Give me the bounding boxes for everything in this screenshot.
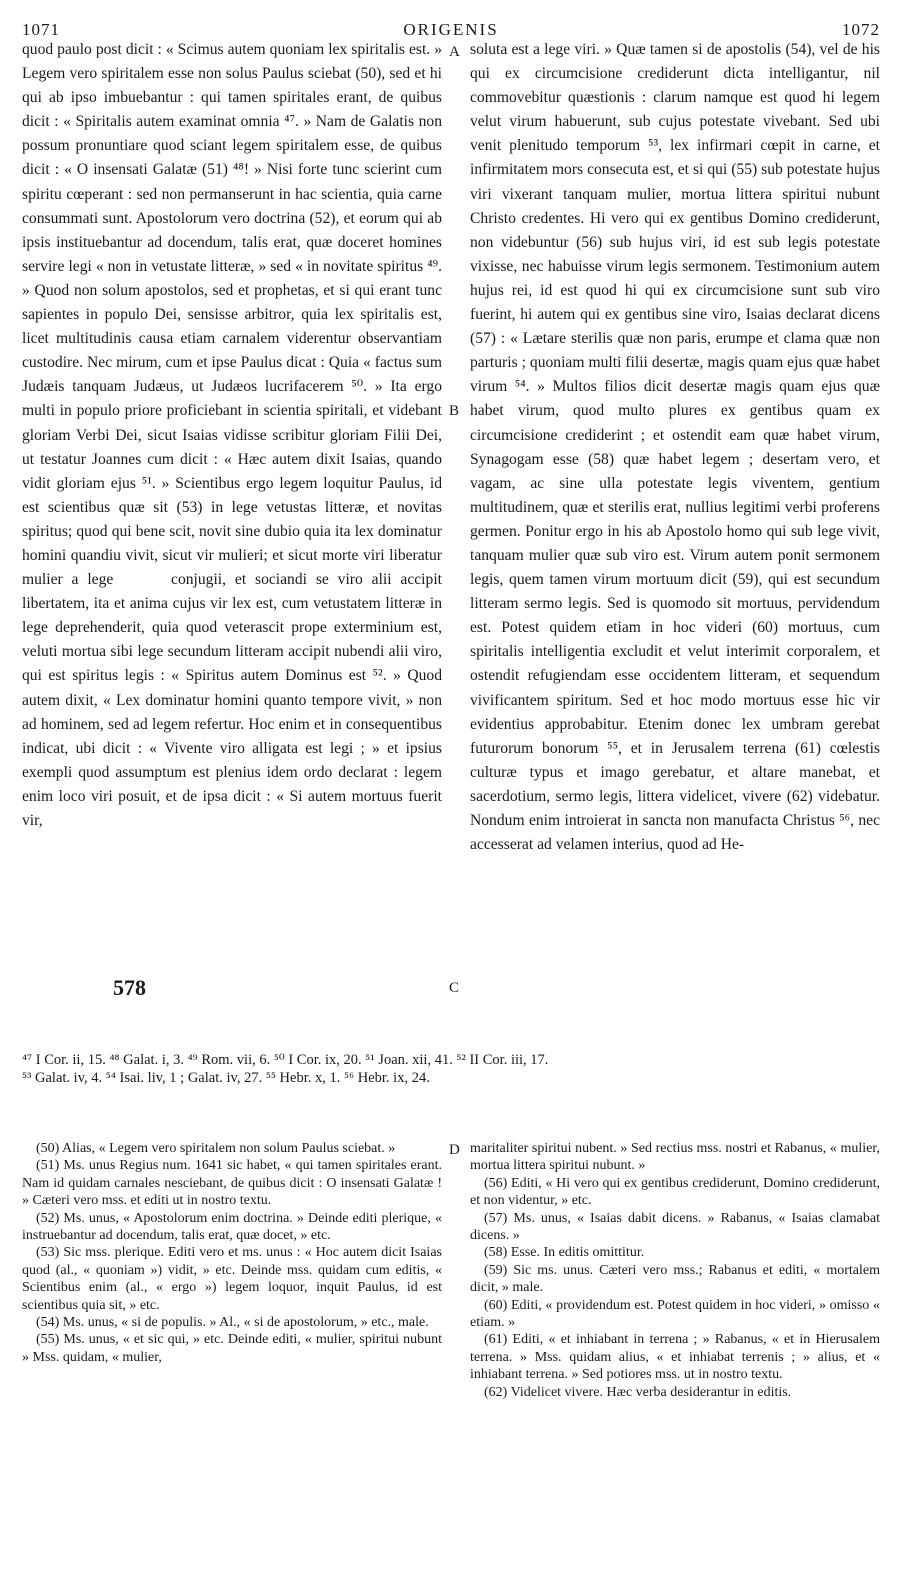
right-notes-column — [470, 1140, 880, 1401]
note: (62) Videlicet vivere. Hæc verba desiderantur in editis. — [484, 1384, 792, 1400]
scripture-references — [22, 1051, 892, 1087]
left-column-text-before: quod paulo post dicit : « Scimus autem quoniam lex spiritalis est. » Legem vero spiritalem esse non solus Paulus sciebat (50), sed et hi qui ab ipso imbuebantur : qui tamen spiritales erant, de quibus dicit : « Spiritalis autem examinat omnia ⁴⁷. » Nam de Galatis non possum pronuntiare quod sciant legem spiritalem esse, de quibus dicit : « O insensati Galatæ (51) ⁴⁸! » Nisi forte tunc scierint cum spiritu cœperant : sed non permanserunt in hac scientia, quia carne consummati sunt. Apostolorum vero doctrina (52), et eorum qui ab ipsis instituebantur ad docendum, talis erat, quæ doceret homines servire legi « non in vetustate litteræ, » sed « in novitate spiritus ⁴⁹. » Quod non solum apostolos, sed et prophetas, et si qui erant tunc sapientes in populo Dei, sensisse arbitror, quia lex spiritalis est, licet multitudinis causa etiam carnalem viderentur observantiam custodire. Nec mirum, cum et ipse Paulus dicat : Quia « factus sum Judæis tanquam Judæus, ut Judæos lucrifacerem ⁵⁰. » Ita ergo multi in populo priore proficiebant in scientia spiritali, et videbant gloriam Verbi Dei, sicut Isaias vidisse scribitur gloriam Filii Dei, ut testatur Joannes cum dicit : « Hæc autem dixit Isaias, quando vidit gloriam ejus ⁵¹. » Scientibus ergo legem loquitur Paulus, id est scientibus quæ sit (53) in lege vetustas litteræ, et novitas spiritus; quod qui bene scit, novit sine dubio quia ita lex dominatur homini quandiu vivit, sicut vir mulieri; et sicut morte viri liberatur mulier a lege — [22, 41, 442, 589]
left-notes-column — [22, 1140, 442, 1366]
section-marker-a: A — [449, 44, 460, 60]
scripture-refs-line: ⁵³ Galat. iv, 4. ⁵⁴ Isai. liv, 1 ; Galat. iv, 27. ⁵⁵ Hebr. x, 1. ⁵⁶ Hebr. ix, 24. — [22, 1070, 430, 1086]
right-column-number: 1072 — [842, 20, 880, 39]
note: (56) Editi, « Hi vero qui ex gentibus crediderunt, Domino crediderunt, et non videntur, » etc. — [470, 1175, 880, 1209]
section-marker-c: C — [449, 980, 460, 996]
note: (61) Editi, « et inhiabant in terrena ; » Rabanus, « et in Hierusalem terrena. » Mss. quidam alius, « et inhiabat terrenis ; » alius, et « inhiabant terrena. » Sed potiores mss. ut in nostro textu. — [470, 1332, 880, 1383]
note: (53) Sic mss. plerique. Editi vero et ms. unus : « Hoc autem dicit Isaias quod (al., « quoniam ») vidit, » etc. Deinde mss. quidam cum editis, « Scientibus enim (al., « ergo ») legem loquor, inquit Paulus, id est scientibus quia sit, » etc. — [22, 1245, 442, 1313]
left-main-column — [22, 38, 442, 833]
left-column-text-after: conjugii, et sociandi se viro alii accipit libertatem, ita et anima cujus vir lex est, cum vetustatem litteræ in lege deprehenderit, quia quod veterascit prope exterminium est, veluti mortua sibi lege secundum litteram accipit nubendi alii viro, qui est spiritus legis : « Spiritus autem Dominus est ⁵². » Quod autem dixit, « Lex dominatur homini quanto tempore vivit, » non ad hominem, sed ad legem refertur. Hoc enim et in consequentibus indicat, ubi dicit : « Vivente viro alligata est legi ; » et ipsius exempli quod assumptum est plenius idem ordo declarat : legem enim loco viri posuit, et de ipsa dicit : « Si autem mortuus fuerit vir, — [22, 571, 442, 829]
scripture-refs-line: ⁴⁷ I Cor. ii, 15. ⁴⁸ Galat. i, 3. ⁴⁹ Rom. vii, 6. ⁵⁰ I Cor. ix, 20. ⁵¹ Joan. xii, 41. ⁵² II Cor. iii, 17. — [22, 1052, 549, 1068]
note: (57) Ms. unus, « Isaias dabit dicens. » Rabanus, « Isaias clamabat dicens. » — [470, 1210, 880, 1244]
note: (50) Alias, « Legem vero spiritalem non solum Paulus sciebat. » — [36, 1141, 396, 1156]
note: (54) Ms. unus, « si de populis. » Al., « si de apostolorum, » etc., male. — [36, 1315, 429, 1331]
note: (59) Sic ms. unus. Cæteri vero mss.; Rabanus et editi, « mortalem dicit, » male. — [470, 1262, 880, 1296]
left-column-number: 1071 — [22, 20, 60, 39]
note: (60) Editi, « providendum est. Potest quidem in hoc videri, » omisso « etiam. » — [470, 1297, 880, 1331]
running-title: ORIGENIS — [403, 20, 499, 39]
right-column-text: soluta est a lege viri. » Quæ tamen si de apostolis (54), vel de his qui ex circumcisione crediderunt dicta intelligantur, nil commovebitur quæstionis : clarum namque est quod hi legem velut virum habuerunt, sub cujus potestate vivebant. Sed ubi venit plenitudo temporum ⁵³, lex infirmari cœpit in carne, et infirmitatem mors consecuta est, et si qui (55) sub potestate hujus viri vixerant tanquam mulier, mortua littera spiritui nubunt Christo credentes. Hi vero qui ex gentibus Domino crediderunt, non videbuntur (56) sub hujus viri, id est sub legis potestate vixisse, nec habuisse virum legis sermonem. Testimonium autem hujus rei, id est quod hi qui ex circumcisione sunt sub viro fuerint, hi autem qui ex gentibus sine viro, Isaias declarat dicens (57) : « Lætare sterilis quæ non paris, erumpe et clama quæ non parturis ; quoniam multi filii desertæ, magis quam ejus quæ habet virum ⁵⁴. » Multos filios dicit desertæ magis quam ejus quæ habet virum, quod multo plures ex gentibus quam ex circumcisione crediderint ; et ostendit eam quæ habet virum, Synagogam esse (58) quæ habet legem ; desertam vero, et vagam, ac sine ulla potestate legis viventem, gentium multitudinem, quæ et sterilis erat, nullius legitimi verbi proferens germen. Ponitur ergo in his ab Apostolo homo qui sub lege vivit, tanquam mulier quæ sub viro est. Virum autem ponit sermonem legis, quem tamen virum mortuum dicit (59), qui est secundum litteram sermo legis. Sed is quomodo sit mortuus, pervidendum est. Potest quidem etiam in hoc videri (60) mortuus, cum spiritalis intelligentia excludit et velut interimit corporalem, et ostendit refugiendam esse occidentem litteram, et sequendum vivificantem spiritum. Sed et hoc modo mortuus esse hic vir evidentius approbabitur. Etenim donec lex umbram gerebat futurorum bonorum ⁵⁵, et in Jerusalem terrena (61) cœlestis culturæ typus et imago gerebatur, et altare manebat, et sacerdotium, sermo legis, littera videlicet, vivere (62) videbatur. Nondum enim introierat in sancta non manufacta Christus ⁵⁶, nec accesserat ad velamen interius, quod ad He- — [470, 41, 880, 854]
note: (58) Esse. In editis omittitur. — [484, 1245, 645, 1261]
note: (55) Ms. unus, « et sic qui, » etc. Deinde editi, « mulier, spiritui nubunt » Mss. quidam, « mulier, — [22, 1332, 442, 1365]
section-marker-d: D — [449, 1142, 460, 1158]
section-marker-b: B — [449, 403, 460, 419]
note: (51) Ms. unus Regius num. 1641 sic habet, « qui tamen spiritales erant. Nam id quidam carnales nesciebant, de quibus dicit : O insensati Galatæ ! » Cæteri vero mss. et editi ut in nostro textu. — [22, 1158, 442, 1209]
page-number: 578 — [113, 975, 146, 1000]
note: maritaliter spiritui nubent. » Sed rectius mss. nostri et Rabanus, « mulier, mortua littera spiritui nubunt. » — [470, 1141, 880, 1174]
note: (52) Ms. unus, « Apostolorum enim doctrina. » Deinde editi plerique, « instruebantur ad docendum, talis erat, quæ docet, » etc. — [22, 1210, 442, 1244]
right-main-column — [470, 38, 880, 857]
